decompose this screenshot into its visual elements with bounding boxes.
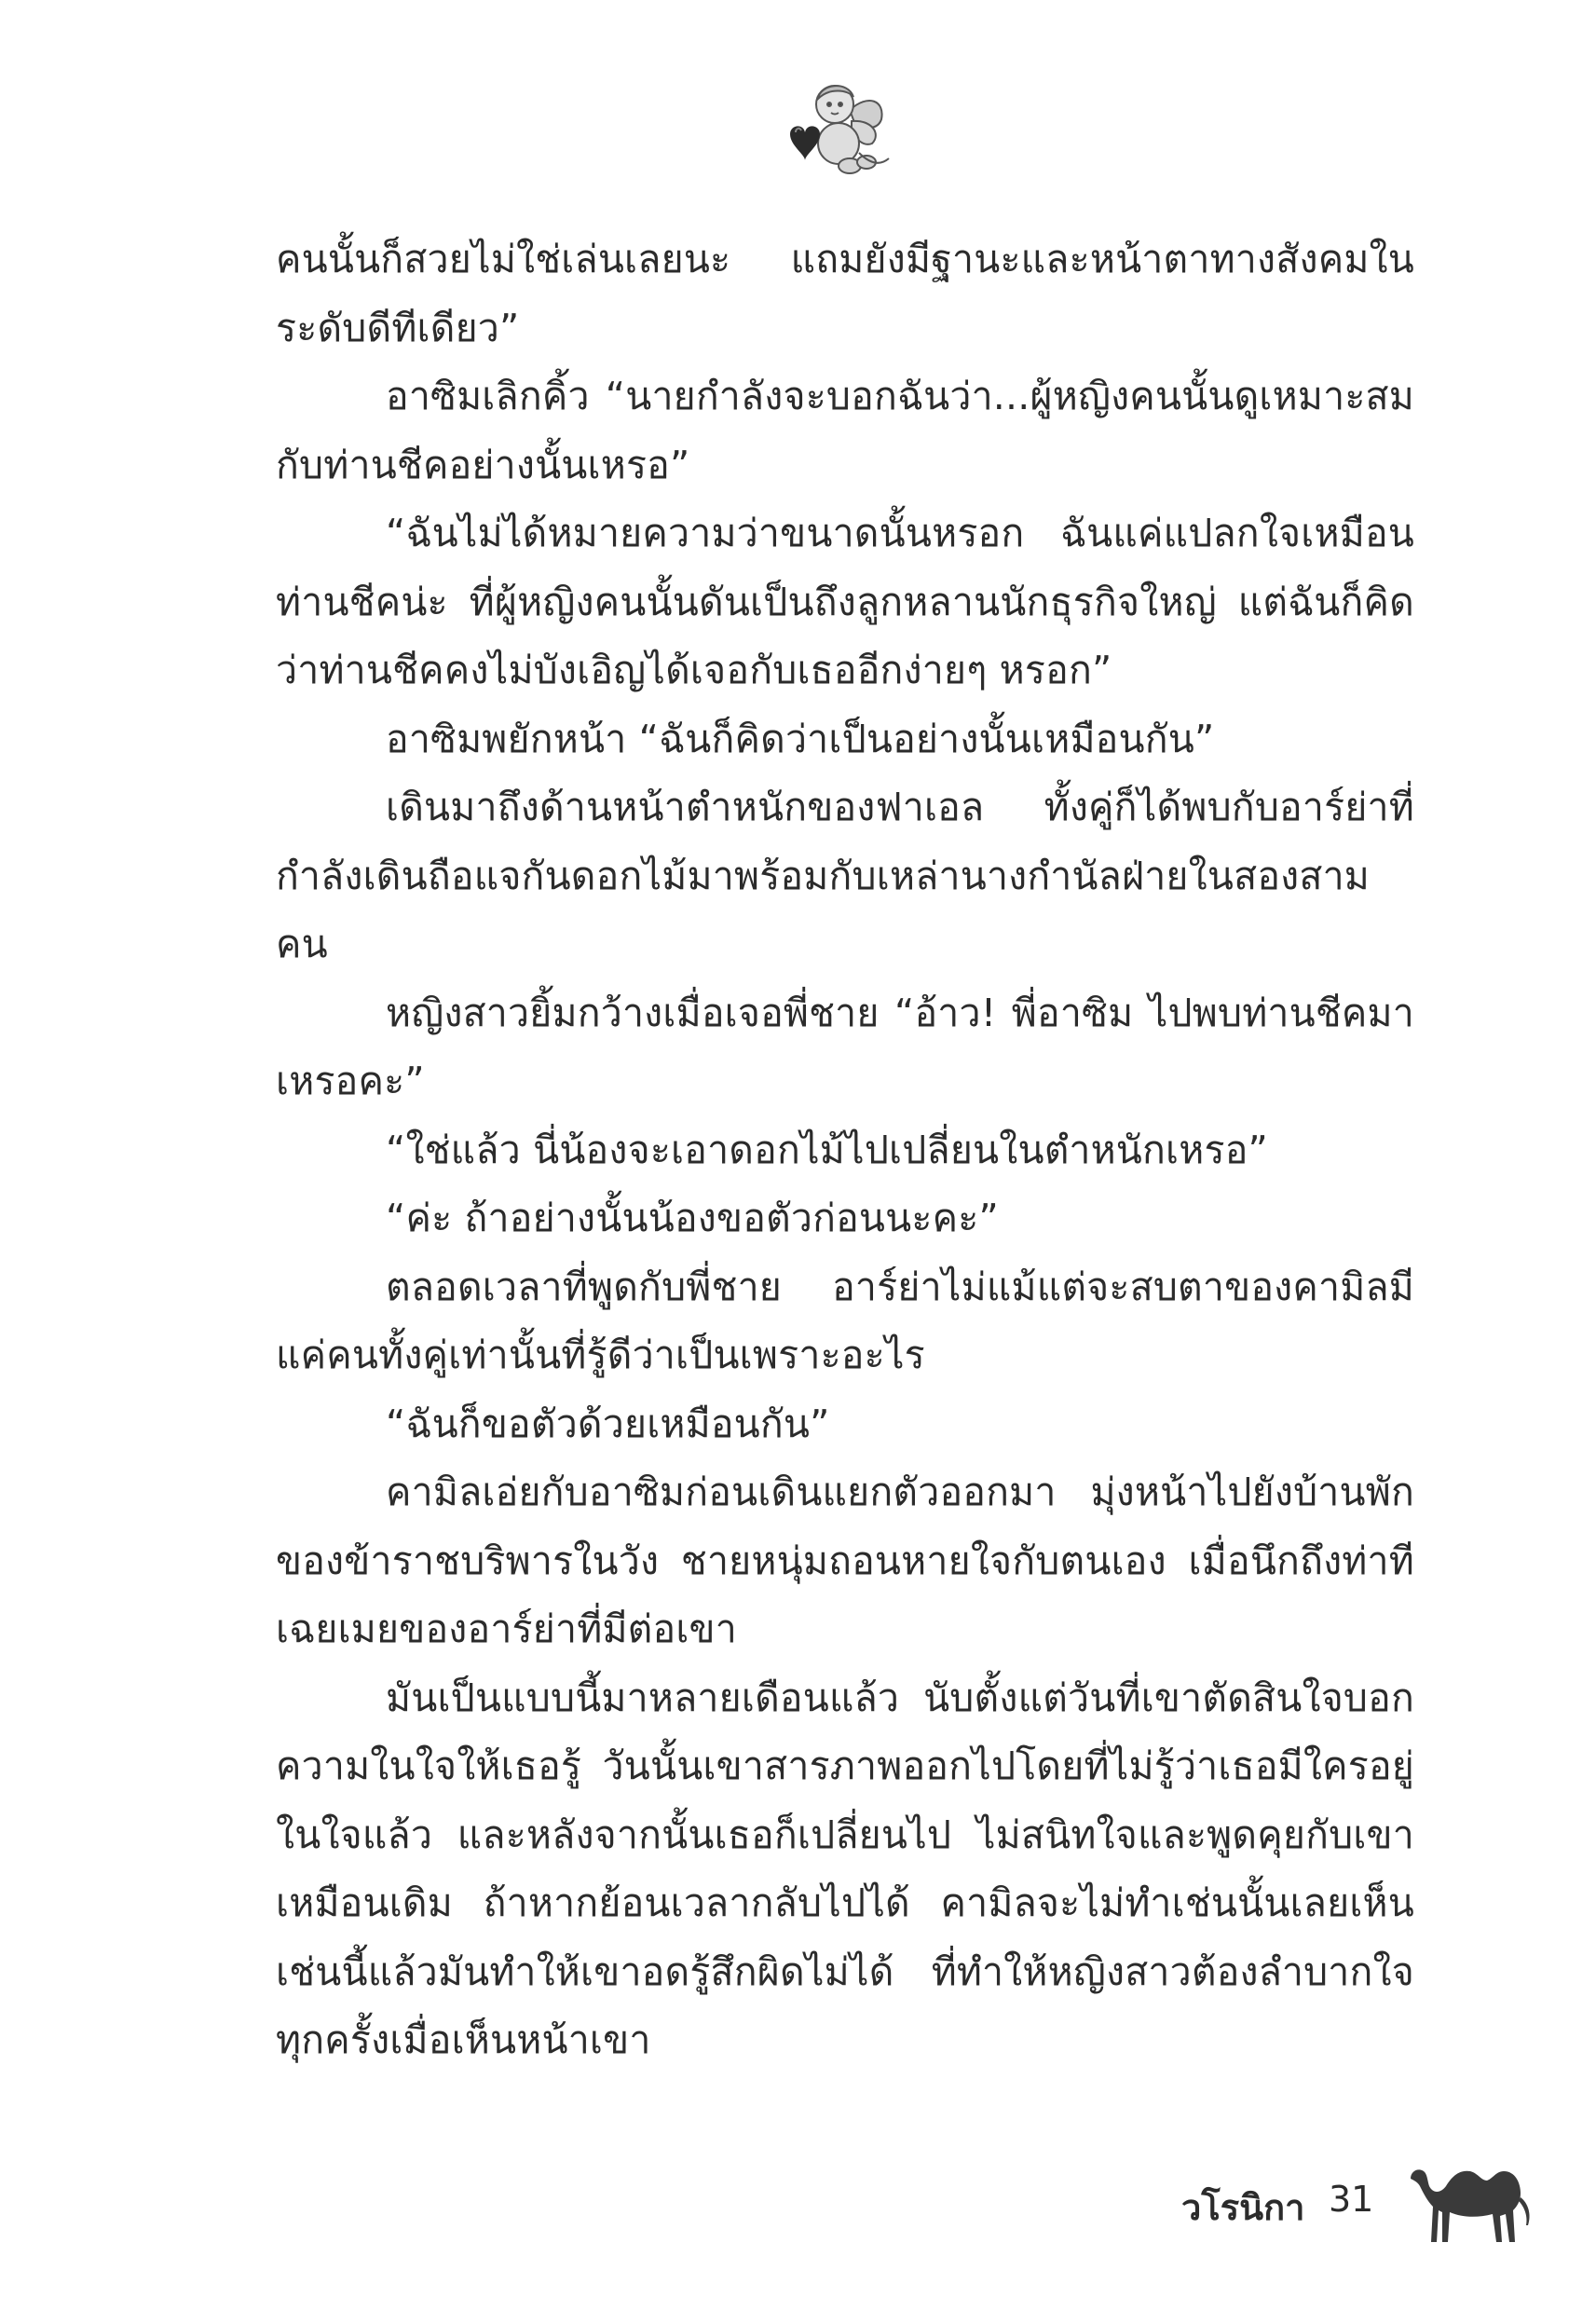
paragraph-8: “ค่ะ ถ้าอย่างนั้นน้องขอตัวก่อนนะคะ” xyxy=(386,1196,999,1240)
paragraph-11: คามิลเอ่ยกับอาซิมก่อนเดินแยกตัวออกมา มุ่งหน้าไปยังบ้านพักของข้าราชบริพารในวัง ชายหนุ่มถอนหายใจกับตนเอง เมื่อนึกถึงท่าทีเฉยเมยของอาร์ย่าที่มีต่อเขา xyxy=(276,1470,1414,1651)
paragraph-4: อาซิมพยักหน้า “ฉันก็คิดว่าเป็นอย่างนั้นเหมือนกัน” xyxy=(386,716,1215,761)
paragraph-3: “ฉันไม่ได้หมายความว่าขนาดนั้นหรอก ฉันแค่แปลกใจเหมือนท่านชีคน่ะ ที่ผู้หญิงคนนั้นดันเป็นถึงลูกหลานนักธุรกิจใหญ่ แต่ฉันก็คิดว่าท่านชีคคงไม่บังเอิญได้เจอกับเธออีกง่ายๆ หรอก” xyxy=(276,511,1414,692)
camel-icon xyxy=(1403,2153,1543,2246)
paragraph-6: หญิงสาวยิ้มกว้างเมื่อเจอพี่ชาย “อ้าว! พี่อาซิม ไปพบท่านชีคมาเหรอคะ” xyxy=(276,990,1414,1103)
paragraph-2: อาซิมเลิกคิ้ว “นายกำลังจะบอกฉันว่า...ผู้หญิงคนนั้นดูเหมาะสมกับท่านชีคอย่างนั้นเหรอ” xyxy=(276,374,1414,487)
page-footer xyxy=(1174,2153,1565,2246)
paragraph-7: “ใช่แล้ว นี่น้องจะเอาดอกไม้ไปเปลี่ยนในตำหนักเหรอ” xyxy=(386,1127,1268,1172)
paragraph-9: ตลอดเวลาที่พูดกับพี่ชาย อาร์ย่าไม่แม้แต่จะสบตาของคามิลมีแค่คนทั้งคู่เท่านั้นที่รู้ดีว่าเป็นเพราะอะไร xyxy=(276,1264,1414,1377)
page-number: 31 xyxy=(1329,2179,1374,2220)
paragraph-12: มันเป็นแบบนี้มาหลายเดือนแล้ว นับตั้งแต่วันที่เขาตัดสินใจบอกความในใจให้เธอรู้ วันนั้นเขาสารภาพออกไปโดยที่ไม่รู้ว่าเธอมีใครอยู่ในใจแล้ว และหลังจากนั้นเธอก็เปลี่ยนไป ไม่สนิทใจและพูดคุยกับเขาเหมือนเดิม ถ้าหากย้อนเวลากลับไปได้ คามิลจะไม่ทำเช่นนั้นเลยเห็นเช่นนี้แล้วมันทำให้เขาอดรู้สึกผิดไม่ได้ ที่ทำให้หญิงสาวต้องลำบากใจทุกครั้งเมื่อเห็นหน้าเขา xyxy=(276,1675,1414,2062)
cupid-with-heart-icon xyxy=(783,73,894,185)
author-name: วโรนิกา xyxy=(1181,2187,1305,2228)
paragraph-10: “ฉันก็ขอตัวด้วยเหมือนกัน” xyxy=(386,1401,830,1446)
page-body xyxy=(276,226,1414,2075)
paragraph-1: คนนั้นก็สวยไม่ใช่เล่นเลยนะ แถมยังมีฐานะและหน้าตาทางสังคมในระดับดีทีเดียว” xyxy=(276,237,1414,350)
paragraph-5: เดินมาถึงด้านหน้าตำหนักของฟาเอล ทั้งคู่ก็ได้พบกับอาร์ย่าที่กำลังเดินถือแจกันดอกไม้มาพร้อมกับเหล่านางกำนัลฝ่ายในสองสามคน xyxy=(276,785,1414,966)
